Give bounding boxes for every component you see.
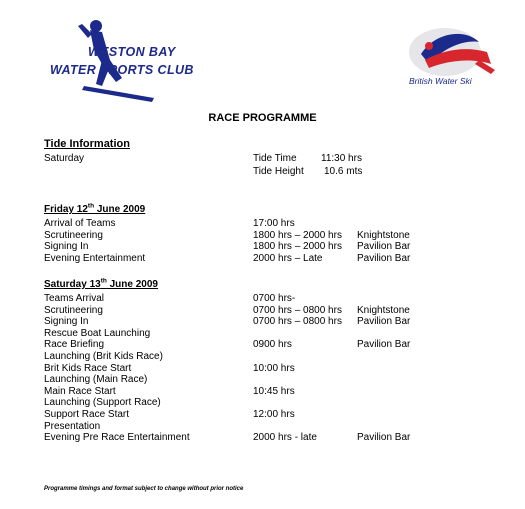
club-name-line-2: WATER SPORTS CLUB — [50, 63, 194, 77]
schedule-event: Signing In — [44, 316, 89, 328]
schedule-event: Evening Pre Race Entertainment — [44, 432, 190, 444]
schedule-event: Launching (Brit Kids Race) — [44, 351, 163, 362]
schedule-event: Arrival of Teams — [44, 218, 116, 229]
club-logo — [44, 20, 204, 102]
schedule-time: 0700 hrs – 0800 hrs — [253, 304, 342, 316]
partner-logo-text: British Water Ski — [409, 76, 472, 86]
schedule-venue: Pavilion Bar — [357, 252, 411, 264]
tide-time-value: 11:30 hrs — [321, 153, 362, 164]
schedule-time: 2000 hrs - late — [253, 432, 317, 444]
friday-heading: Friday 12th June 2009 — [44, 202, 146, 215]
tide-day: Saturday — [44, 153, 85, 164]
schedule-time: 12:00 hrs — [253, 409, 295, 420]
schedule-event: Support Race Start — [44, 409, 130, 420]
schedule-event: Scrutineering — [44, 304, 103, 316]
tide-time-label: Tide Time — [253, 153, 297, 164]
saturday-heading: Saturday 13th June 2009 — [44, 277, 158, 290]
schedule-event: Signing In — [44, 241, 89, 253]
tide-height-value: 10.6 mts — [324, 166, 363, 177]
british-water-ski-logo-icon — [395, 24, 510, 80]
schedule-venue: Pavilion Bar — [357, 432, 411, 444]
schedule-event: Brit Kids Race Start — [44, 362, 132, 374]
schedule-event: Rescue Boat Launching — [44, 327, 151, 339]
page-title: RACE PROGRAMME — [208, 112, 317, 124]
schedule-venue: Pavilion Bar — [357, 241, 411, 253]
schedule-time: 1800 hrs – 2000 hrs — [253, 241, 342, 253]
waterskier-icon — [44, 20, 204, 102]
schedule-event: Race Briefing — [44, 339, 105, 351]
schedule-venue: Knightstone — [357, 304, 410, 316]
schedule-event: Main Race Start — [44, 385, 116, 397]
tide-heading: Tide Information — [44, 138, 130, 150]
club-name-line-1: WESTON BAY — [88, 45, 176, 59]
partner-logo — [395, 24, 510, 102]
tide-height-label: Tide Height — [253, 166, 304, 177]
schedule-event: Evening Entertainment — [44, 252, 146, 264]
schedule-event: Launching (Main Race) — [44, 374, 148, 386]
schedule-time: 0700 hrs- — [253, 293, 296, 304]
schedule-time: 0700 hrs – 0800 hrs — [253, 316, 342, 328]
footer-note: Programme timings and format subject to change without prior notice — [44, 486, 244, 492]
schedule-venue: Pavilion Bar — [357, 339, 411, 351]
schedule-time: 10:45 hrs — [253, 385, 295, 397]
schedule-event: Teams Arrival — [44, 293, 105, 304]
schedule-time: 0900 hrs — [253, 339, 292, 351]
schedule-time: 2000 hrs – Late — [253, 252, 323, 264]
schedule-time: 17:00 hrs — [253, 218, 295, 229]
schedule-venue: Pavilion Bar — [357, 316, 411, 328]
schedule-event: Launching (Support Race) — [44, 397, 161, 409]
schedule-event: Scrutineering — [44, 229, 103, 241]
schedule-event: Presentation — [44, 420, 101, 432]
schedule-venue: Knightstone — [357, 229, 410, 241]
schedule-time: 10:00 hrs — [253, 362, 295, 374]
schedule-time: 1800 hrs – 2000 hrs — [253, 229, 342, 241]
